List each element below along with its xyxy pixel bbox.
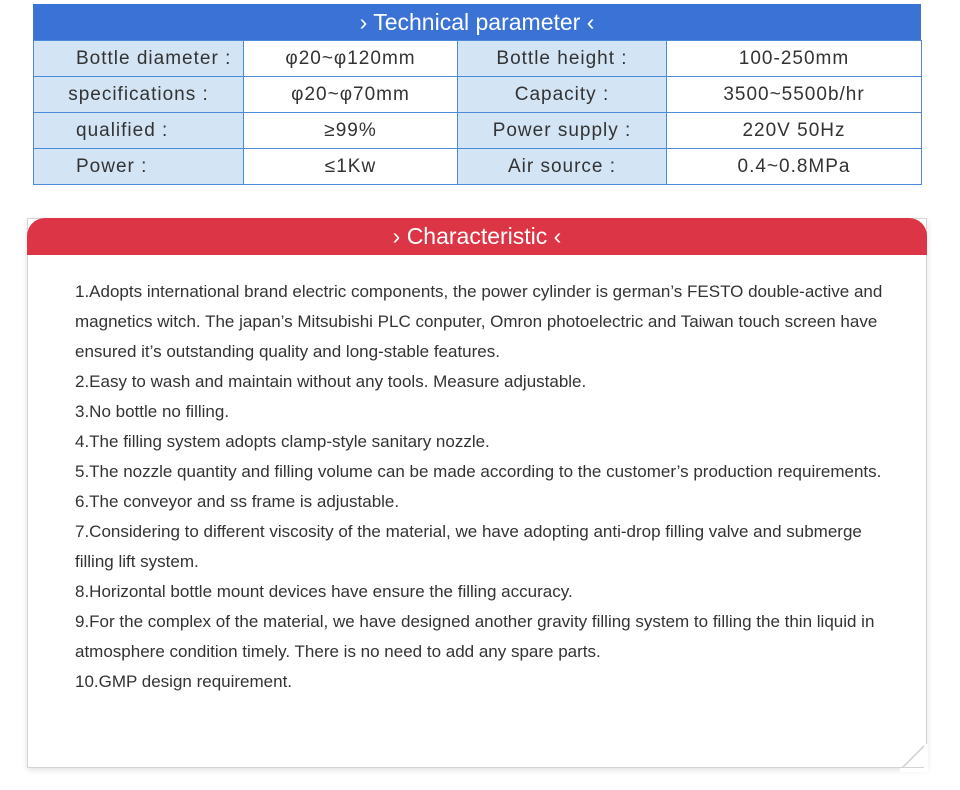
param-value: 220V 50Hz <box>667 113 922 149</box>
list-item: 3.No bottle no filling. <box>75 402 230 421</box>
param-label: specifications : <box>34 77 244 113</box>
list-item: 2.Easy to wash and maintain without any tools. Measure adjustable. <box>75 372 587 391</box>
param-value: 3500~5500b/hr <box>667 77 922 113</box>
table-row <box>34 149 922 185</box>
list-item: 6.The conveyor and ss frame is adjustable. <box>75 492 400 511</box>
table-row <box>34 113 922 149</box>
param-label: Bottle diameter : <box>34 41 244 77</box>
list-item: 9.For the complex of the material, we have designed another gravity filling system to filling the thin liquid in atmosphere condition timely. There is no need to add any spare parts. <box>75 612 875 661</box>
table-row <box>34 41 922 77</box>
list-item: 10.GMP design requirement. <box>75 672 293 691</box>
technical-parameter-heading: › Technical parameter ‹ <box>33 4 921 40</box>
list-item: 1.Adopts international brand electric components, the power cylinder is german’s FESTO double-active and magnetics witch. The japan’s Mitsubishi PLC conputer, Omron photoelectric and Taiwan touch screen have ensured it’s outstanding quality and long-stable features. <box>75 282 883 361</box>
list-item: 5.The nozzle quantity and filling volume can be made according to the customer’s production requirements. <box>75 462 882 481</box>
param-label: Bottle height : <box>458 41 667 77</box>
param-value: φ20~φ70mm <box>244 77 458 113</box>
param-value: φ20~φ120mm <box>244 41 458 77</box>
param-label: Power supply : <box>458 113 667 149</box>
corner-fold-decoration <box>900 742 930 772</box>
list-item: 8.Horizontal bottle mount devices have ensure the filling accuracy. <box>75 582 573 601</box>
technical-parameter-table <box>33 40 922 185</box>
param-value: 100-250mm <box>667 41 922 77</box>
param-label: qualified : <box>34 113 244 149</box>
param-label: Air source : <box>458 149 667 185</box>
list-item: 7.Considering to different viscosity of the material, we have adopting anti-drop filling valve and submerge filling lift system. <box>75 522 862 571</box>
param-label: Power : <box>34 149 244 185</box>
table-row <box>34 77 922 113</box>
list-item: 4.The filling system adopts clamp-style sanitary nozzle. <box>75 432 490 451</box>
param-value: ≤1Kw <box>244 149 458 185</box>
characteristic-heading: › Characteristic ‹ <box>27 218 927 255</box>
characteristic-list <box>75 277 895 697</box>
param-value: ≥99% <box>244 113 458 149</box>
param-value: 0.4~0.8MPa <box>667 149 922 185</box>
param-label: Capacity : <box>458 77 667 113</box>
